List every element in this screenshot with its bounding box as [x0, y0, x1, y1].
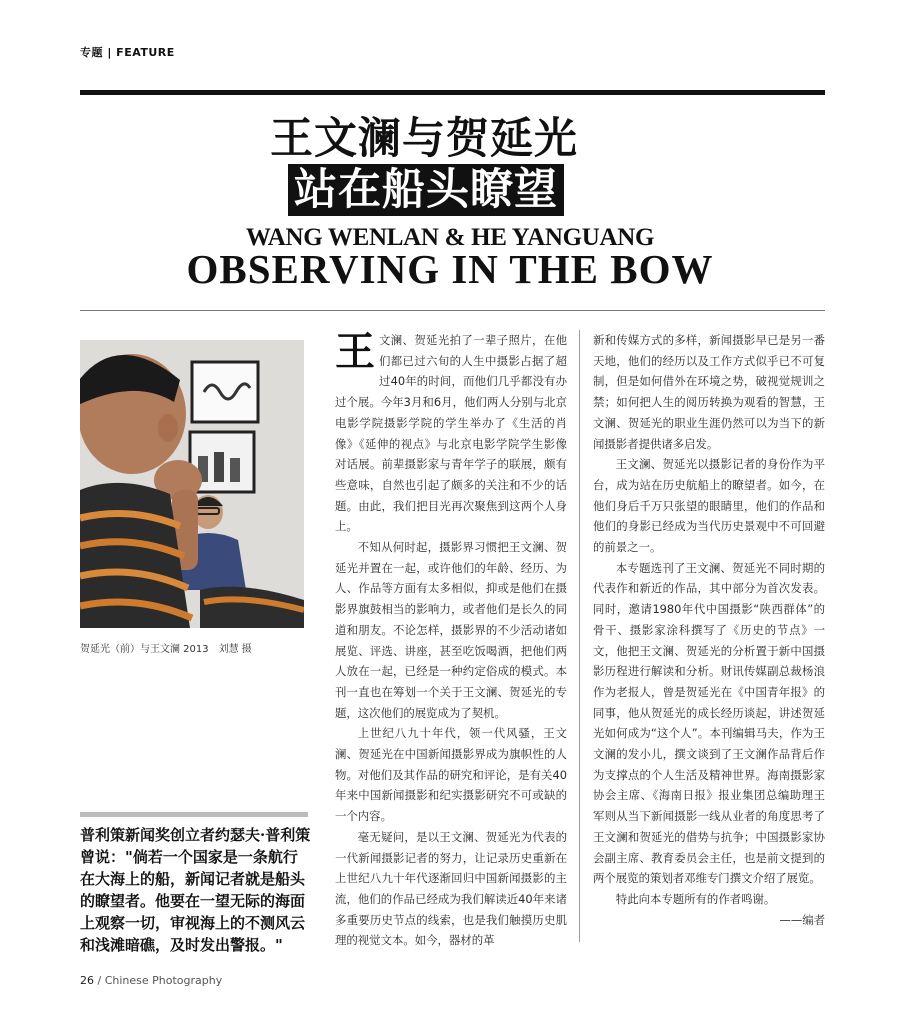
article-paragraph: 王文澜、贺延光以摄影记者的身份作为平台，成为站在历史航船上的瞭望者。如今，在他们身后千万只张望的眼睛里，他们的作品和他们的身影已经成为当代历史景观中不可回避的前景之一。	[593, 457, 825, 555]
title-chinese-line2: 站在船头瞭望	[288, 164, 564, 216]
article-paragraph: 本专题选刊了王文澜、贺延光不同时期的代表作和新近的作品，其中部分为首次发表。同时，邀请1980年代中国摄影“陕西群体”的骨干、摄影家涂科撰写了《历史的节点》一文，他把王文澜、贺延光的分析置于新中国摄影历程进行解读和分析。财讯传媒副总裁杨浪作为老报人，曾是贺延光在《中国青年报》的同事，他从贺延光的成长经历谈起，讲述贺延光如何成为“这个人”。本刊编辑马夫，作为王文澜的发小儿，撰文谈到了王文澜作品背后作为支撑点的个人生活及精神世界。海南摄影家协会主席、《海南日报》报业集团总编助理王军则从当下新闻摄影一线从业者的角度思考了王文澜和贺延光的借势与抗争；中国摄影家协会副主席、教育委员会主任，也是前文提到的两个展览的策划者邓维专门撰文介绍了展览。	[593, 560, 825, 886]
title-divider	[80, 310, 825, 311]
article-column-1	[335, 330, 567, 951]
column-divider	[579, 330, 580, 942]
article-paragraph: 特此向本专题所有的作者鸣谢。	[615, 891, 776, 906]
article-paragraph: 新和传媒方式的多样，新闻摄影早已是另一番天地，他们的经历以及工作方式似乎已不可复制，但是如何借外在环境之势，破视觉规训之禁；如何把人生的阅历转换为观看的智慧，王文澜、贺延光的职业生涯仍然可以为当下的新闻摄影者提供诸多启发。	[593, 333, 825, 451]
article-paragraph: 王文澜、贺延光拍了一辈子照片，在他们都已过六旬的人生中摄影占据了超过40年的时间，而他们几乎都没有办过个展。今年3月和6月，他们两人分别与北京电影学院摄影学院的学生举办了《生活的肖像》《延伸的视点》与北京电影学院学生影像对话展。前辈摄影家与青年学子的联展，颇有些意味，自然也引起了颇多的关注和不少的话题。由此，我们把目光再次聚焦到这两个人身上。	[335, 328, 567, 534]
editor-signoff: ——编者	[779, 912, 825, 927]
article-paragraph: 不知从何时起，摄影界习惯把王文澜、贺延光并置在一起，或许他们的年龄、经历、为人、作品等方面有太多相似，抑或是他们在摄影界旗鼓相当的影响力，或者他们是长久的同道和朋友。不论怎样，摄影界的不少活动诸如展览、评选、讲座，甚至吃饭喝酒，把他们两人放在一起，已经是一种约定俗成的模式。本刊一直也在筹划一个关于王文澜、贺延光的专题，这次他们的展览成为了契机。	[335, 540, 567, 720]
title-english-line1: WANG WENLAN & HE YANGUANG	[245, 224, 655, 251]
article-column-2	[593, 330, 825, 930]
portrait-photo	[80, 340, 304, 628]
page-number: 26	[80, 974, 94, 987]
pull-quote: 普利策新闻奖创立者约瑟夫·普利策曾说："倘若一个国家是一条航行在大海上的船，新闻记者就是船头的瞭望者。他要在一望无际的海面上观察一切，审视海上的不测风云和浅滩暗礁，及时发出警报。"	[80, 826, 311, 954]
article-paragraph: 上世纪八九十年代，领一代风骚，王文澜、贺延光在中国新闻摄影界成为旗帜性的人物。对他们及其作品的研究和评论，是有关40年来中国新闻摄影和纪实摄影研究不可或缺的一个内容。	[335, 726, 567, 824]
magazine-name: Chinese Photography	[104, 974, 223, 987]
page-footer	[80, 974, 222, 987]
footer-separator: /	[97, 974, 102, 987]
title-english-line2: OBSERVING IN THE BOW	[186, 246, 714, 292]
title-chinese-line1: 王文澜与贺延光	[270, 114, 578, 164]
drop-cap: 王	[335, 328, 375, 375]
section-label: 专题 | FEATURE	[80, 46, 175, 59]
photo-caption: 贺延光（前）与王文澜 2013 刘慧 摄	[80, 644, 252, 655]
article-paragraph: 毫无疑问，是以王文澜、贺延光为代表的一代新闻摄影记者的努力，让记录历史重新在上世纪八九十年代逐渐回归中国新闻摄影的主流，他们的作品已经成为我们解读近40年来诸多重要历史节点的线索，也是我们触摸历史肌理的视觉文本。如今，器材的革	[335, 829, 567, 948]
pull-quote-bar	[80, 812, 308, 817]
top-rule	[80, 90, 825, 95]
portrait-illustration	[80, 340, 304, 628]
